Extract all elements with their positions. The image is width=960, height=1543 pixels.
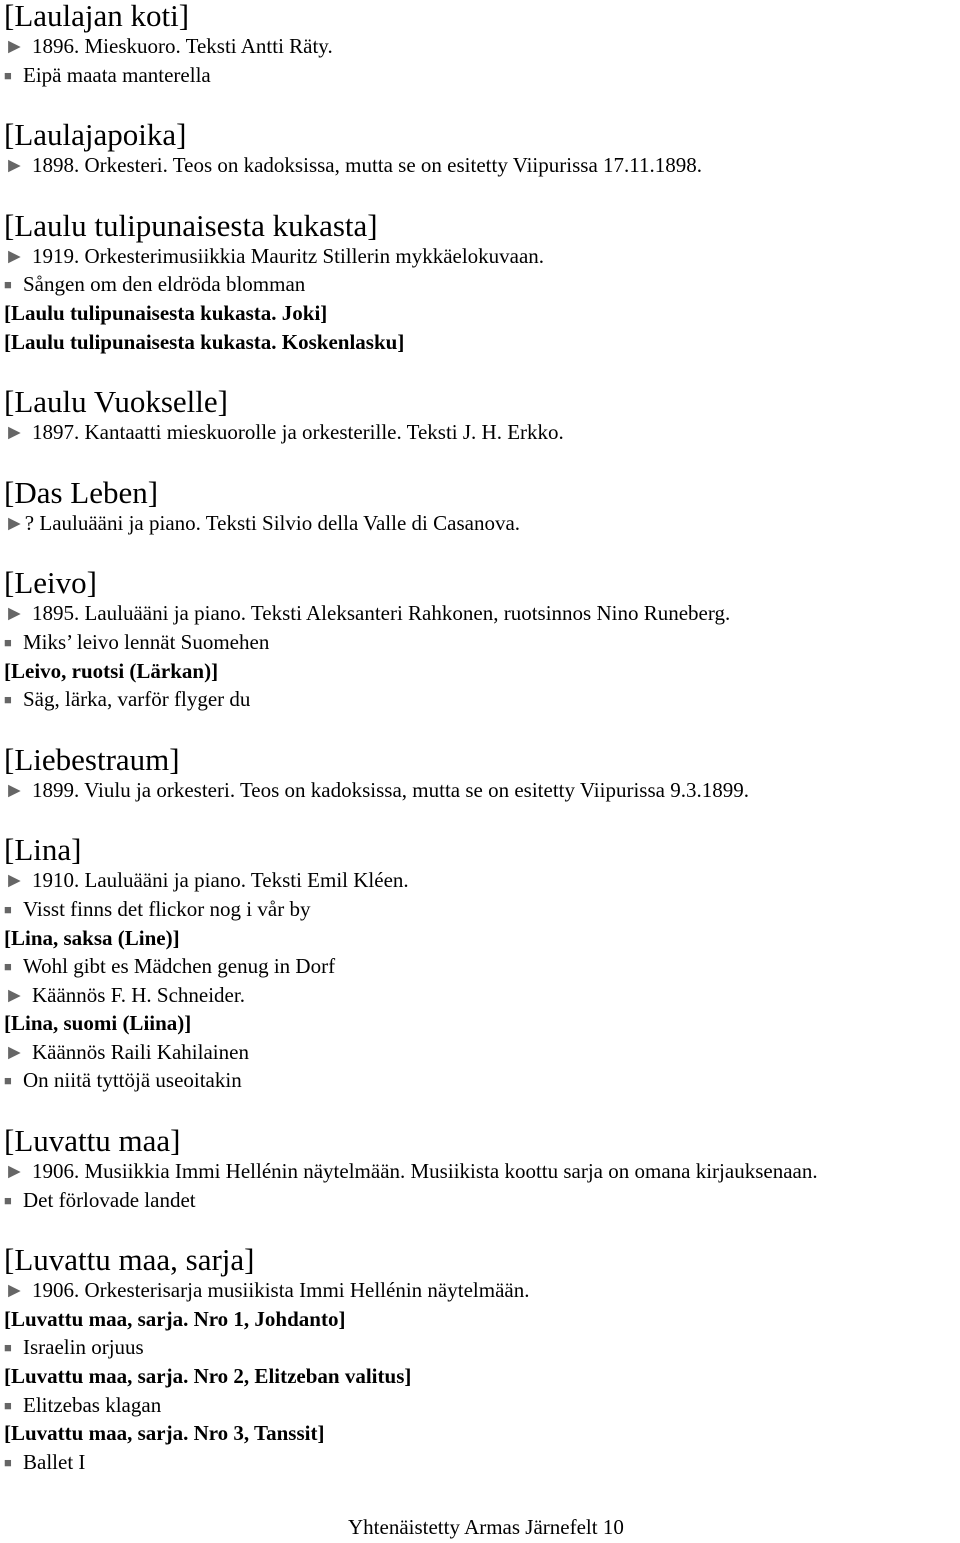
line-text: [Lina, suomi (Liina)] [4,1011,192,1036]
entry-title: [Luvattu maa, sarja] [4,1242,255,1278]
square-bullet-icon: ■ [4,634,12,650]
sub-entry-title [4,1305,960,1334]
entry-title: [Liebestraum] [4,741,180,777]
entry-title: [Laulu tulipunaisesta kukasta] [4,207,378,243]
line-text: ? Lauluääni ja piano. Teksti Silvio della Valle di Casanova. [24,510,521,535]
line-text: 1919. Orkesterimusiikkia Mauritz Stillerin mykkäelokuvaan. [32,243,545,268]
info-line [4,599,960,628]
square-bullet-icon: ■ [4,959,12,975]
catalog-entry [4,741,960,805]
line-text: Det förlovade landet [23,1187,196,1212]
first-line [4,895,960,924]
info-line [4,1038,960,1067]
square-bullet-icon: ■ [4,67,12,83]
sub-entry-title [4,657,960,686]
catalog-entry [4,1244,960,1476]
first-line [4,685,960,714]
sub-entry-title [4,924,960,953]
info-line [4,776,960,805]
arrow-right-icon: ► [4,34,25,58]
arrow-right-icon: ► [4,601,25,626]
page-footer [348,1513,624,1541]
info-line [4,242,960,271]
line-text: Elitzebas klagan [23,1392,162,1417]
section-gap [4,537,960,567]
square-bullet-icon: ■ [4,1192,12,1208]
catalog-entry [4,567,960,713]
arrow-right-icon: ► [4,1039,25,1064]
square-bullet-icon: ■ [4,1340,12,1356]
section-gap [4,89,960,119]
sub-entry-title [4,299,960,328]
line-text: [Leivo, ruotsi (Lärkan)] [4,658,219,683]
section-gap [4,1214,960,1244]
info-line [4,866,960,895]
line-text: [Luvattu maa, sarja. Nro 3, Tanssit] [4,1421,325,1446]
line-text: Käännös Raili Kahilainen [32,1039,249,1064]
arrow-right-icon: ► [4,1159,25,1184]
entry-title: [Luvattu maa] [4,1123,181,1159]
line-text: 1910. Lauluääni ja piano. Teksti Emil Kléen. [32,868,409,893]
line-text: 1899. Viulu ja orkesteri. Teos on kadoksissa, mutta se on esitetty Viipurissa 9.3.1899. [32,777,749,802]
document-page [4,0,960,1476]
line-text: 1898. Orkesteri. Teos on kadoksissa, mutta se on esitetty Viipurissa 17.11.1898. [32,153,702,178]
line-text: Visst finns det flickor nog i vår by [23,896,311,921]
entry-title: [Laulajapoika] [4,117,187,153]
square-bullet-icon: ■ [4,277,12,293]
first-line [4,1333,960,1362]
first-line [4,952,960,981]
catalog-entry [4,1125,960,1214]
catalog-entry [4,386,960,447]
section-gap [4,447,960,477]
entry-title: [Leivo] [4,565,97,601]
line-text: [Luvattu maa, sarja. Nro 1, Johdanto] [4,1306,346,1331]
arrow-right-icon: ► [4,420,25,445]
square-bullet-icon: ■ [4,1454,12,1470]
section-gap [4,1095,960,1125]
first-line [4,1066,960,1095]
arrow-right-icon: ► [4,777,25,802]
entry-title: [Laulu Vuokselle] [4,384,228,420]
line-text: Wohl gibt es Mädchen genug in Dorf [23,954,336,979]
arrow-right-icon: ► [4,982,25,1007]
line-text: [Lina, saksa (Line)] [4,925,180,950]
line-text: 1906. Orkesterisarja musiikista Immi Hellénin näytelmään. [32,1278,530,1303]
page-number: 10 [602,1515,624,1539]
sub-entry-title [4,1362,960,1391]
info-line [4,509,960,538]
info-line [4,151,960,180]
square-bullet-icon: ■ [4,692,12,708]
arrow-right-icon: ► [4,868,25,893]
square-bullet-icon: ■ [4,901,12,917]
line-text: [Luvattu maa, sarja. Nro 2, Elitzeban valitus] [4,1364,412,1389]
line-text: 1906. Musiikkia Immi Hellénin näytelmään. Musiikista koottu sarja on omana kirjauksenaan. [32,1159,818,1184]
sub-entry-title [4,328,960,357]
catalog-entry [4,0,960,89]
info-line [4,418,960,447]
line-text: Ballet I [23,1449,86,1474]
line-text: Israelin orjuus [23,1335,144,1360]
first-line [4,61,960,90]
section-gap [4,356,960,386]
catalog-entry [4,207,960,356]
line-text: [Laulu tulipunaisesta kukasta. Joki] [4,300,328,325]
sub-entry-title [4,1009,960,1038]
first-line [4,1186,960,1215]
line-text: 1896. Mieskuoro. Teksti Antti Räty. [32,34,333,58]
line-text: Säg, lärka, varför flyger du [23,687,251,712]
info-line [4,1276,960,1305]
entry-title: [Das Leben] [4,474,159,510]
entry-title: [Lina] [4,832,82,868]
line-text: Käännös F. H. Schneider. [32,982,245,1007]
arrow-right-icon: ► [4,243,25,268]
arrow-right-icon: ► [4,153,25,178]
square-bullet-icon: ■ [4,1073,12,1089]
line-text: Miks’ leivo lennät Suomehen [23,629,270,654]
line-text: Sången om den eldröda blomman [23,272,306,297]
info-line [4,1157,960,1186]
line-text: 1895. Lauluääni ja piano. Teksti Aleksanteri Rahkonen, ruotsinnos Nino Runeberg. [32,601,731,626]
line-text: On niitä tyttöjä useoitakin [23,1068,242,1093]
info-line [4,981,960,1010]
catalog-entry [4,119,960,180]
first-line [4,628,960,657]
square-bullet-icon: ■ [4,1397,12,1413]
line-text: 1897. Kantaatti mieskuorolle ja orkesterille. Teksti J. H. Erkko. [32,420,564,445]
arrow-right-icon: ► [4,1278,25,1303]
catalog-entry [4,474,960,538]
first-line [4,1391,960,1420]
entry-title: [Laulajan koti] [4,0,190,33]
section-gap [4,804,960,834]
sub-entry-title [4,1419,960,1448]
info-line [4,32,960,61]
catalog-entry [4,834,960,1095]
arrow-right-icon: ► [4,510,25,535]
section-gap [4,180,960,210]
first-line [4,1448,960,1477]
line-text: Eipä maata manterella [23,62,211,87]
first-line [4,270,960,299]
section-gap [4,714,960,744]
line-text: [Laulu tulipunaisesta kukasta. Koskenlasku] [4,329,405,354]
footer-title: Yhtenäistetty Armas Järnefelt [348,1515,598,1539]
